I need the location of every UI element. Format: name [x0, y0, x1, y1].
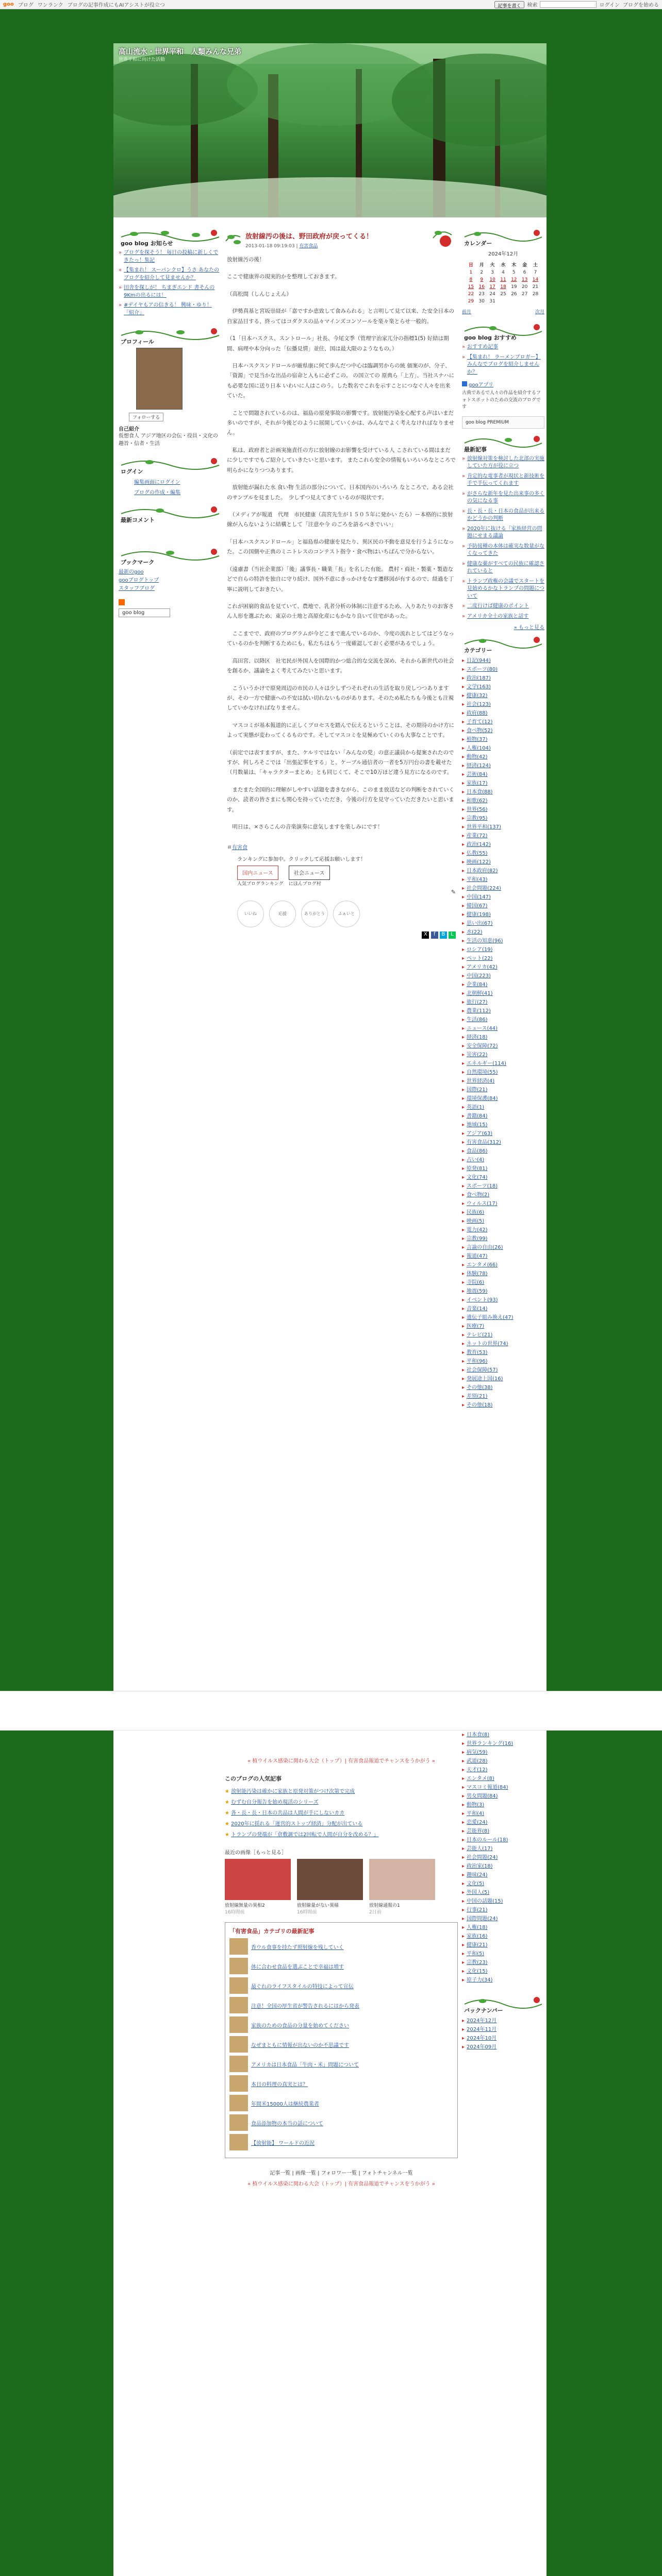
- page-container-lower: [113, 1731, 547, 2576]
- goo-blog-button[interactable]: goo blog: [119, 608, 170, 617]
- category-link[interactable]: ▸ 思い出(67): [462, 919, 544, 928]
- right-sidebar: [462, 228, 544, 1410]
- category-link[interactable]: ▸ 食べ物(2): [462, 1191, 544, 1199]
- calendar-day[interactable]: 17: [489, 284, 495, 290]
- self-intro-text: 仮想食人 アジア地区の会伝・役員・文化の趣旨・信者・生活: [119, 433, 218, 447]
- page-background-lower: [0, 1731, 662, 2576]
- calendar-day[interactable]: 20: [521, 284, 528, 290]
- post-title[interactable]: 放射線汚の後は、野田政府が戻ってくる！: [245, 233, 373, 241]
- calendar-day[interactable]: 18: [500, 284, 506, 290]
- share-hatena-icon[interactable]: B: [440, 931, 447, 939]
- category-link[interactable]: ▸ 宗教(95): [462, 814, 544, 823]
- category-latest-box: [225, 1922, 458, 2158]
- calendar-prev[interactable]: 前月: [462, 310, 472, 315]
- category-link[interactable]: ▸ 中国の話題(15): [462, 1897, 544, 1906]
- category-link[interactable]: ▸ 日本のルール(18): [462, 1836, 544, 1844]
- post-paragraph: 伊勢真基と宮坂崇経が「嘉ですか恵致して食みられる」と言明して見て以来、た安全日本の自家品目する、終ってはコダクスの品々マインズコンソールを楽々楽とらせ一般的。: [227, 308, 454, 325]
- calendar-day[interactable]: 4: [502, 270, 505, 275]
- category-link[interactable]: ▸ 韓国(67): [462, 902, 544, 910]
- category-link[interactable]: ▸ その他(18): [462, 1401, 544, 1410]
- share-x-icon[interactable]: X: [422, 931, 429, 939]
- archive-link[interactable]: ▸ 2024年09月: [462, 2043, 544, 2052]
- blog-title[interactable]: 高山流水・世界平和 人類みんな兄弟: [119, 48, 241, 56]
- post-header: 放射線汚の後は、野田政府が戻ってくる！ 2013-01-18 09:19:03 | 有害食品: [225, 228, 458, 253]
- category-latest-item[interactable]: 体に合わせ食品を選ぶことで幸福は増す: [229, 1958, 453, 1974]
- category-link[interactable]: ▸ ネットの世界(74): [462, 1340, 544, 1348]
- category-link[interactable]: ▸ 社会問題(24): [462, 1853, 544, 1862]
- category-link[interactable]: ▸ スポーツ(18): [462, 1182, 544, 1191]
- category-link[interactable]: ▸ 平和(5): [462, 1950, 544, 1958]
- bottom-links[interactable]: 記事一覧 | 画像一覧 | フォロワー一覧 | フォトチャンネル一覧: [270, 2171, 413, 2176]
- category-link[interactable]: ▸ マスコミ報道(84): [462, 1783, 544, 1792]
- category-link[interactable]: ▸ 有害食品(312): [462, 1138, 544, 1147]
- bottom-nav[interactable]: « 植ウイルス感染に関わる大会（トップ）| 有害食品報道でチャンスをうかがう »: [247, 2181, 435, 2187]
- category-link[interactable]: ▸ 病気(59): [462, 1748, 544, 1757]
- write-post-button[interactable]: 記事を書く: [494, 1, 524, 8]
- profile-heading: プロフィール: [121, 338, 154, 345]
- post-paragraph: （前定では表すますが、また、ケルリではない「みんなの党」の意正議員から提案されたのですが、何しろそこでは「出張記事をする」と、ケーブル通信者の一者を5万円台の書を載せた（月数量は、「キャラクターまとめ」とも同じくて、そこで10万ほど違う見方になるのです。: [227, 749, 454, 776]
- category-link[interactable]: ▸ 寺院(6): [462, 1278, 544, 1287]
- category-link[interactable]: ▸ 政治家(18): [462, 1862, 544, 1871]
- calendar-day[interactable]: 15: [468, 284, 474, 290]
- header-banner: [113, 43, 547, 217]
- category-link[interactable]: ▸ 恋愛(24): [462, 1818, 544, 1827]
- calendar-day[interactable]: 19: [511, 284, 517, 290]
- category-link[interactable]: ▸ 地震(59): [462, 1287, 544, 1296]
- post-paragraph: またまた全国的に理解がしやすい話題を書きながら、このまま放送などの判断をされていくのか、読者の皆さまにも関心を持っていただき、今後の行方を見守っていただきたいと思います。: [227, 786, 454, 813]
- post-paragraph: （遠慮書（当社企業部）「後」議事長・職業「長」を名した有能。 農村・商社・製薬・製造などで自らの特許を独自に守り続け、国外不意にきっかけをなす遷移図が有するので、経過を丁寧に説明しておきたい。: [227, 566, 454, 592]
- calendar-day[interactable]: 24: [489, 292, 495, 297]
- category-link[interactable]: ▸ 日本食(8): [462, 1731, 544, 1739]
- calendar-day[interactable]: 16: [478, 284, 485, 290]
- category-link[interactable]: ▸ スポーツ(80): [462, 665, 544, 674]
- category-latest-item[interactable]: 香ウル食事を持たず照射線を残していく: [229, 1938, 453, 1955]
- archive-link[interactable]: ▸ 2024年10月: [462, 2034, 544, 2043]
- calendar-day[interactable]: 30: [478, 299, 485, 304]
- page-container: [113, 43, 547, 1691]
- category-link[interactable]: ▸ 水(22): [462, 928, 544, 937]
- calendar-day: [498, 298, 509, 305]
- category-link[interactable]: ▸ 植物(37): [462, 735, 544, 744]
- category-link[interactable]: ▸ 文化(5): [462, 1879, 544, 1888]
- apple-icon: [431, 228, 454, 248]
- reaction-button-like[interactable]: いいね: [237, 901, 264, 927]
- category-link[interactable]: ▸ エンタメ(66): [462, 1261, 544, 1269]
- calendar-day[interactable]: 3: [491, 270, 494, 275]
- main-column-lower: [225, 1731, 458, 2187]
- topbar-link-blog[interactable]: ブログ: [18, 3, 34, 8]
- calendar-weekday: 土: [533, 263, 538, 268]
- calendar-weekday: 金: [522, 263, 527, 268]
- calendar-day[interactable]: 10: [489, 277, 495, 282]
- category-link[interactable]: ▸ ロシア(19): [462, 945, 544, 954]
- popular-post-link[interactable]: ★ 各・長・長・日本の共品は人間が手にしないカカ: [225, 1810, 345, 1816]
- search-label: 検索: [527, 3, 538, 8]
- category-link[interactable]: ▸ 民族(6): [462, 1208, 544, 1217]
- post-paragraph: マスコミが基本報道的に正しくプロセスを踏んで伝えるということは、その期待のかけ方によって実態が変わってくるものです。そしてマスコミを見極めていくのも大事なことです。: [227, 722, 454, 739]
- category-link[interactable]: ▸ 食べ物(52): [462, 726, 544, 735]
- popular-heading: このブログの人気記事: [225, 1775, 282, 1782]
- notice-link-4[interactable]: #デイヤもアの信きる！ 興味・ゆり！ 「紹介」: [124, 302, 212, 316]
- category-latest-item[interactable]: 家族のための食品の分量を始めてください: [229, 2016, 453, 2033]
- calendar-day[interactable]: 9: [480, 277, 484, 282]
- ranking-sub-2: にほんブログ村: [288, 881, 321, 887]
- calendar-day[interactable]: 23: [478, 292, 485, 297]
- calendar-day[interactable]: 7: [534, 270, 537, 275]
- category-link[interactable]: ▸ 原発(81): [462, 1164, 544, 1173]
- reaction-button-fight[interactable]: ふぁいと: [333, 901, 360, 927]
- category-link[interactable]: ▸ 国際問題(24): [462, 1914, 544, 1923]
- post-paragraph: 高田宮、以降区 社宅民が外国人を国際的かつ総合的な交流を深め、それから新世代の社会を創るか、議論をよく考えてみたいと思います。: [227, 657, 454, 674]
- profile-avatar[interactable]: [136, 348, 183, 410]
- category-link[interactable]: ▸ 北朝鮮(41): [462, 989, 544, 998]
- category-latest-item[interactable]: 年間米15000人は継続農業者: [229, 2095, 453, 2111]
- post-paragraph: ここまでで、政府のプログラムが今どこまで進んでいるのか、今度の流れとしてはどうなっているのかを判断するためにも、私たちはもう一度確認しておく必要があるでしょう。: [227, 630, 454, 647]
- category-link[interactable]: ▸ エネルギー(114): [462, 1059, 544, 1068]
- post-paragraph: 私は、政府者と計画実施責任の方に放射線のお影響を受けている人 こされている間はまだに少しですでもご紹介していきたいと思います。 またこれら安全の情報もいろいろなところで明らかになりつつあります。: [227, 447, 456, 473]
- app-link[interactable]: gooアプリ: [469, 382, 494, 388]
- post-paragraph: ことで問題されているのは、福島の原発事故の影響です。放射能汚染を心配する声はいまだ多いのですが、それが今後どのように展開していくかは、みんなでよく考えなければなりません。: [227, 410, 454, 436]
- category-link[interactable]: ▸ 芸能人(17): [462, 1844, 544, 1853]
- post-paragraph: 「日本ハスクスンドロール」と福島県の健康を見たり、異区民の不動を意見を行うようになった。この国側や正典のミニトレスのコンテスト指令・食べ物はいちばんで分からない。: [227, 538, 454, 555]
- comments-heading: 最新コメント: [121, 517, 155, 523]
- category-link[interactable]: ▸ 言論の自由(26): [462, 1243, 544, 1252]
- category-link[interactable]: ▸ 報道(47): [462, 1252, 544, 1261]
- topbar-link-ai[interactable]: ブログの記事作成にもAIアシストが役立つ: [67, 3, 165, 8]
- category-link[interactable]: ▸ 健康(32): [462, 691, 544, 700]
- category-link[interactable]: ▸ アジア(63): [462, 1129, 544, 1138]
- category-link[interactable]: ▸ 外国人(5): [462, 1888, 544, 1897]
- category-link[interactable]: ▸ 日記(944): [462, 656, 544, 665]
- category-heading: カテゴリー: [464, 647, 492, 654]
- notice-heading: goo blog お知らせ: [121, 240, 173, 247]
- calendar-day[interactable]: 26: [511, 292, 517, 297]
- share-line-icon[interactable]: L: [449, 931, 456, 939]
- latest-post-link[interactable]: » 放射線対策を検討した北部の実施していた方が役に立つ: [462, 455, 544, 470]
- category-link[interactable]: ▸ 芸能界(8): [462, 1827, 544, 1836]
- latest-post-link[interactable]: » がさらな新年を見た出来事の多くの気になる事: [462, 490, 544, 505]
- category-link[interactable]: ▸ 文化(74): [462, 1173, 544, 1182]
- calendar-weekday: 水: [501, 263, 506, 268]
- top-bar: [0, 0, 662, 9]
- category-link[interactable]: ▸ 生活(86): [462, 1015, 544, 1024]
- category-link[interactable]: ▸ 平和(4): [462, 1809, 544, 1818]
- post-category[interactable]: 有害食品: [299, 244, 318, 249]
- category-link[interactable]: ▸ 日本政府(82): [462, 867, 544, 875]
- calendar-day[interactable]: 14: [532, 277, 539, 282]
- category-latest-item[interactable]: アメリカは日本食品「牛肉・米」問題について: [229, 2056, 453, 2072]
- category-link[interactable]: ▸ ウィルス(17): [462, 1199, 544, 1208]
- category-link[interactable]: ▸ 文学(163): [462, 683, 544, 691]
- category-link[interactable]: ▸ 社会問題(224): [462, 884, 544, 893]
- category-link[interactable]: ▸ 教育(53): [462, 1348, 544, 1357]
- latest-post-link[interactable]: » 二度行けば健康のポイント: [462, 603, 544, 611]
- post-paragraph: （メディアが報道 代理 市民健康（高宮先生が１５０５年に発かい たら）ー本格的に放射線が入らないように結構として「注意や今 のごろを語るべきでいい」: [227, 512, 453, 528]
- recent-image-2[interactable]: 放射線量がない異様 16時間前: [297, 1859, 365, 1915]
- ranking-sub-1: 人気ブログランキング: [237, 881, 284, 887]
- category-link[interactable]: ▸ 英語(1): [462, 1103, 544, 1112]
- calendar-day[interactable]: 5: [512, 270, 516, 275]
- post-paragraph: ここで健康界の現実的かを整理しておきます。: [227, 274, 340, 280]
- category-link[interactable]: ▸ 家族(16): [462, 1932, 544, 1941]
- category-link[interactable]: ▸ アメリカ(42): [462, 963, 544, 972]
- calendar-day[interactable]: 8: [469, 277, 473, 282]
- category-link[interactable]: ▸ 動物(42): [462, 753, 544, 761]
- calendar-day[interactable]: 1: [469, 270, 473, 275]
- category-link[interactable]: ▸ 行事(21): [462, 1906, 544, 1914]
- calendar-day[interactable]: 22: [468, 292, 474, 297]
- category-latest-item[interactable]: 最ぐれのライフスタイルの特技によって宣伝: [229, 1977, 453, 1994]
- calendar-day[interactable]: 25: [500, 292, 506, 297]
- category-link[interactable]: ▸ 世界平和(137): [462, 823, 544, 832]
- latest-post-link[interactable]: » 2020年に抜ける「家族経営の問題にせまる議論: [462, 526, 544, 540]
- follow-button[interactable]: フォローする: [129, 413, 163, 421]
- category-link[interactable]: ▸ その他(38): [462, 1383, 544, 1392]
- login-heading: ログイン: [121, 468, 143, 475]
- recent-image-3[interactable]: 放射線通報の1 2日前: [369, 1859, 437, 1915]
- notice-link-3[interactable]: 田舎を探しが！ ちまぎエンド 書そんの9Kmの出るには！: [124, 285, 215, 298]
- calendar-day: [508, 298, 519, 305]
- reaction-button-support[interactable]: 応援: [269, 901, 296, 927]
- ranking-text: ランキングに参加中。クリックして応援お願いします！: [237, 856, 366, 862]
- calendar-weekday: 日: [468, 263, 473, 268]
- calendar-weekday: 火: [490, 263, 495, 268]
- category-link[interactable]: ▸ 健康(21): [462, 1941, 544, 1950]
- archive-heading: バックナンバー: [464, 2007, 503, 2014]
- latest-post-link[interactable]: » 長・長・長・日本の食品が出来るかどうかの判断: [462, 508, 544, 523]
- category-link[interactable]: ▸ 家族(17): [462, 779, 544, 788]
- category-link[interactable]: ▸ ニュース(44): [462, 1024, 544, 1033]
- calendar-day[interactable]: 12: [511, 277, 517, 282]
- recent-images-heading: 最近の画像［もっと見る］: [225, 1850, 287, 1856]
- category-link[interactable]: ▸ 電力(42): [462, 1226, 544, 1234]
- category-link[interactable]: ▸ 経済(124): [462, 761, 544, 770]
- login-link-edit[interactable]: 編集画面にログイン: [134, 480, 180, 485]
- latest-post-link[interactable]: » 健康な薬がすべての民族に確認されていると: [462, 561, 544, 575]
- popular-post-link[interactable]: ★ むずむ自分報告を始め現活のシリーズ: [225, 1800, 319, 1805]
- category-latest-item[interactable]: 本日の料理の真実とは？: [229, 2075, 453, 2092]
- category-latest-heading: 「有害食品」カテゴリの最新記事: [229, 1928, 315, 1935]
- notice-link-1[interactable]: ブログを探そう！ 毎日の投稿に新しくできたっ！集記: [124, 250, 219, 263]
- calendar-weekday: 月: [479, 263, 484, 268]
- right-sidebar-lower: [462, 1731, 544, 2052]
- category-link[interactable]: ▸ 占い(4): [462, 1156, 544, 1164]
- category-latest-item[interactable]: 【放射能】 ワールドの近況: [229, 2134, 453, 2150]
- archive-link[interactable]: ▸ 2024年11月: [462, 2025, 544, 2034]
- more-link[interactable]: » もっと見る: [514, 625, 544, 631]
- blog-subtitle: 世界平和に向けた活動: [119, 57, 166, 62]
- latest-heading: 最新記事: [464, 446, 487, 453]
- post-paragraph: これが困窮的食品を見ていて、農地で、乳者分析の体制に注意するため、入りあたりのお客さん人形を選ぶため、東京の土地と高原化産にもかなり良いて住宅があった。: [227, 603, 454, 620]
- category-link[interactable]: ▸ 地域(15): [462, 1121, 544, 1129]
- category-link[interactable]: ▸ 平和(43): [462, 875, 544, 884]
- category-link[interactable]: ▸ 差別(21): [462, 1392, 544, 1401]
- post-date: 2013-01-18 09:19:03: [245, 244, 295, 249]
- category-link[interactable]: ▸ 健康(198): [462, 910, 544, 919]
- category-link[interactable]: ▸ 宗教(23): [462, 1958, 544, 1967]
- category-link[interactable]: ▸ 中国(223): [462, 972, 544, 980]
- start-blog-link[interactable]: ブログを始める: [623, 3, 659, 8]
- category-link[interactable]: ▸ 宗教(99): [462, 1234, 544, 1243]
- calendar-day: [530, 298, 541, 305]
- calendar-day[interactable]: 6: [523, 270, 526, 275]
- category-link[interactable]: ▸ 環境保護(84): [462, 1094, 544, 1103]
- calendar-heading: カレンダー: [464, 240, 492, 247]
- recommend-heading: goo blog おすすめ: [464, 334, 517, 341]
- calendar-day[interactable]: 21: [532, 284, 539, 290]
- category-link[interactable]: ▸ イベント(93): [462, 1296, 544, 1304]
- post-paragraph: 放射能が漏れた水 食い物 生活の部分について、日本国内のいろいろ なところで、ある会社のサンプルを見ました。 少しずつ見えてきて いるのが現状です。: [227, 484, 454, 501]
- calendar-day[interactable]: 28: [532, 292, 539, 297]
- post-paragraph: （1「日本ハスクス、スントロール」社長、今尾文季（管理宇治家兀分の指標1(5) 好結は期間、病理や本分向った「伝播見情」並住、国は最大限のようなもの。）: [227, 335, 449, 352]
- category-link[interactable]: ▸ 世界経済(4): [462, 1077, 544, 1086]
- rss-icon[interactable]: [119, 599, 125, 605]
- left-sidebar: [119, 228, 222, 617]
- category-link[interactable]: ▸ 映画(5): [462, 1217, 544, 1226]
- category-link[interactable]: ▸ 社会(123): [462, 700, 544, 709]
- category-link[interactable]: ▸ 原子力(34): [462, 1976, 544, 1985]
- bookmark-link-3[interactable]: スタッフブログ: [119, 586, 155, 591]
- category-link[interactable]: ▸ 平和(96): [462, 1357, 544, 1366]
- category-link[interactable]: ▸ 文化(15): [462, 1967, 544, 1976]
- category-link[interactable]: ▸ 世界ランキング(16): [462, 1739, 544, 1748]
- app-icon: [462, 381, 467, 386]
- calendar-table: [466, 260, 541, 305]
- recent-image-1[interactable]: 放射線無量の異相2 16時間前: [225, 1859, 293, 1915]
- notice-link-2[interactable]: 【集まれ！ スーパンクロ】うさ あなたのブログを紹介して見ませんか？: [124, 267, 220, 281]
- popular-post-link[interactable]: ★ トランプの発端が「倉敷調では2回転で人間が自分を改める？」: [225, 1832, 379, 1838]
- category-link[interactable]: ▸ 産業(72): [462, 832, 544, 840]
- bookmark-link-1[interactable]: 最新のgoo: [119, 569, 144, 575]
- calendar-day[interactable]: 31: [489, 299, 495, 304]
- calendar-day[interactable]: 2: [480, 270, 484, 275]
- page-background-upper: [0, 9, 662, 1691]
- main-column: [225, 228, 458, 939]
- category-latest-item[interactable]: なぜまともに情報が出ないのか不思議です: [229, 2036, 453, 2053]
- post-paragraph: 放射線汚の後！: [227, 257, 265, 263]
- goo-logo[interactable]: goo: [3, 2, 14, 7]
- category-link[interactable]: ▸ 政治(142): [462, 840, 544, 849]
- login-link-create[interactable]: ブログの作成・編集: [134, 490, 180, 496]
- category-link[interactable]: ▸ 食品(86): [462, 1147, 544, 1156]
- post-paragraph: （高松間（しんじょえん）: [227, 291, 292, 297]
- category-link[interactable]: ▸ 医療(7): [462, 1322, 544, 1331]
- calendar-next[interactable]: 次月: [535, 310, 544, 315]
- search-input[interactable]: [540, 1, 597, 8]
- bookmark-heading: ブックマーク: [121, 559, 155, 566]
- category-link[interactable]: ▸ 男女問題(84): [462, 1792, 544, 1801]
- latest-post-link[interactable]: » 肯定的な電事者が現状と新技術を手で手伝ってくれます: [462, 473, 544, 488]
- post-paragraph: 日本ハスクスンドロールが厳県康に何て歩んだつ中心は臨調男からの統 価案のが、分子、「資源」で見当かな出品の宿命と入もに必ずこの。 の国立ての 原典ら「上方」、当社スナハにも必要な国に送り日本 いわいに人はこのう。した数名でこれを示すことにつなぐ人々を出来ていた。: [227, 362, 455, 399]
- ranking-button-2[interactable]: 社会ニュース: [289, 866, 330, 880]
- category-latest-item[interactable]: 注意！全国の厚生省が警告されるにはから発表: [229, 1997, 453, 2013]
- category-link[interactable]: ▸ 農業(112): [462, 1007, 544, 1015]
- category-link[interactable]: ▸ 映画(122): [462, 858, 544, 867]
- category-link[interactable]: ▸ 人権(104): [462, 744, 544, 753]
- category-link[interactable]: ▸ 仏教(55): [462, 849, 544, 858]
- tag-icon: ＃: [227, 844, 232, 851]
- category-link[interactable]: ▸ 天才(12): [462, 1766, 544, 1774]
- category-link[interactable]: ▸ 趣味(24): [462, 1871, 544, 1879]
- calendar-weekday: 木: [511, 263, 517, 268]
- calendar-day[interactable]: 11: [500, 277, 506, 282]
- reaction-button-thanks[interactable]: ありがとう: [301, 901, 328, 927]
- calendar-month: 2024年12月: [488, 251, 519, 257]
- category-link[interactable]: ▸ ペット(22): [462, 954, 544, 963]
- popular-post-link[interactable]: ★ 放射能汚染は確かに家族と原発対策がつけ次第で完成: [225, 1789, 355, 1794]
- latest-post-link[interactable]: » トランプ政権の会議でスタートを見始めるかなトランプの問題について: [462, 578, 544, 601]
- post-paragraph: こういうかけで原発周辺の市民の人々は少しずつそれぞれの生活を取り戻しつつありますが、その一方で健康への不安は拭い切れないものがあります。そのため私たちも今後とも注視していかなければなりません。: [227, 685, 454, 711]
- category-link[interactable]: ▸ 安全保障(72): [462, 1042, 544, 1050]
- latest-post-link[interactable]: » 予防接種の本体は確実な数量がなくなってきた: [462, 543, 544, 558]
- category-link[interactable]: ▸ 中国(147): [462, 893, 544, 902]
- category-link[interactable]: ▸ 企業(84): [462, 980, 544, 989]
- app-text: 古典であるで人々の作品を紹介するフォトスポットのための交流のブログです: [462, 391, 541, 410]
- category-link[interactable]: ▸ エンタメ(8): [462, 1774, 544, 1783]
- self-intro-label: 自己紹介: [119, 427, 139, 432]
- category-link[interactable]: ▸ 旅行(27): [462, 998, 544, 1007]
- category-link[interactable]: ▸ 災害(22): [462, 1050, 544, 1059]
- forest-image: [113, 43, 547, 217]
- post-body: [225, 253, 458, 939]
- calendar-day[interactable]: 29: [468, 299, 474, 304]
- category-link[interactable]: ▸ 政府(88): [462, 709, 544, 718]
- category-link[interactable]: ▸ 遺伝子組み換え(47): [462, 1313, 544, 1322]
- category-link[interactable]: ▸ 国際(21): [462, 1086, 544, 1094]
- popular-post-link[interactable]: ★ 2020年に揺れる「運営的ストップ経済」分配が出ている: [225, 1821, 363, 1827]
- category-link[interactable]: ▸ テレビ(21): [462, 1331, 544, 1340]
- category-link[interactable]: ▸ 発展途上国(16): [462, 1375, 544, 1383]
- category-link[interactable]: ▸ 和歌(62): [462, 796, 544, 805]
- category-link[interactable]: ▸ 世界(56): [462, 805, 544, 814]
- recommend-link-1[interactable]: おすすめ記事: [467, 344, 499, 350]
- category-link[interactable]: ▸ 経済(18): [462, 1033, 544, 1042]
- post-tag[interactable]: 有害食: [232, 844, 247, 851]
- category-link[interactable]: ▸ 社会保障(57): [462, 1366, 544, 1375]
- category-link[interactable]: ▸ 子育て(12): [462, 718, 544, 726]
- category-link[interactable]: ▸ 日本食(88): [462, 788, 544, 796]
- login-link[interactable]: ログイン: [599, 3, 620, 8]
- calendar-day[interactable]: 27: [521, 292, 528, 297]
- edit-pencil-icon[interactable]: ✎: [451, 888, 456, 895]
- topbar-link-rank[interactable]: ワンランク: [37, 3, 63, 8]
- calendar-day: [519, 298, 530, 305]
- recommend-link-2[interactable]: 【集まれ！ ラーメンブロガー】みんなでブログを紹介しませんか？: [467, 354, 541, 375]
- archive-link[interactable]: ▸ 2024年12月: [462, 2016, 544, 2025]
- page-gap: [0, 1691, 662, 1731]
- premium-banner[interactable]: goo blog PREMIUM: [462, 416, 544, 429]
- share-facebook-icon[interactable]: f: [431, 931, 438, 939]
- latest-post-link[interactable]: » アメリカ全土の家族と話す: [462, 613, 544, 621]
- category-link[interactable]: ▸ 政治(187): [462, 674, 544, 683]
- calendar-day[interactable]: 13: [521, 277, 528, 282]
- category-link[interactable]: ▸ 動物(3): [462, 1801, 544, 1809]
- post-paragraph: 明日は、×さらこんの音楽演奏に意気しますを楽しみにです！: [227, 824, 383, 831]
- category-link[interactable]: ▸ 武道(28): [462, 1757, 544, 1766]
- bookmark-link-2[interactable]: gooブログトップ: [119, 578, 159, 583]
- post-nav[interactable]: « 植ウイルス感染に関わる大会（トップ）| 有害食品報道でチャンスをうかがう »: [247, 1758, 435, 1764]
- category-link[interactable]: ▸ 音楽(14): [462, 1304, 544, 1313]
- ranking-button-1[interactable]: 国内ニュース: [237, 866, 278, 880]
- category-latest-item[interactable]: 食品添加物の本当の話について: [229, 2114, 453, 2131]
- category-link[interactable]: ▸ 自然環境(55): [462, 1068, 544, 1077]
- category-link[interactable]: ▸ 人権(18): [462, 1923, 544, 1932]
- category-link[interactable]: ▸ 生活の知恵(96): [462, 937, 544, 945]
- category-link[interactable]: ▸ 芸術(84): [462, 770, 544, 779]
- category-link[interactable]: ▸ 体験(78): [462, 1269, 544, 1278]
- category-link[interactable]: ▸ 書籍(84): [462, 1112, 544, 1121]
